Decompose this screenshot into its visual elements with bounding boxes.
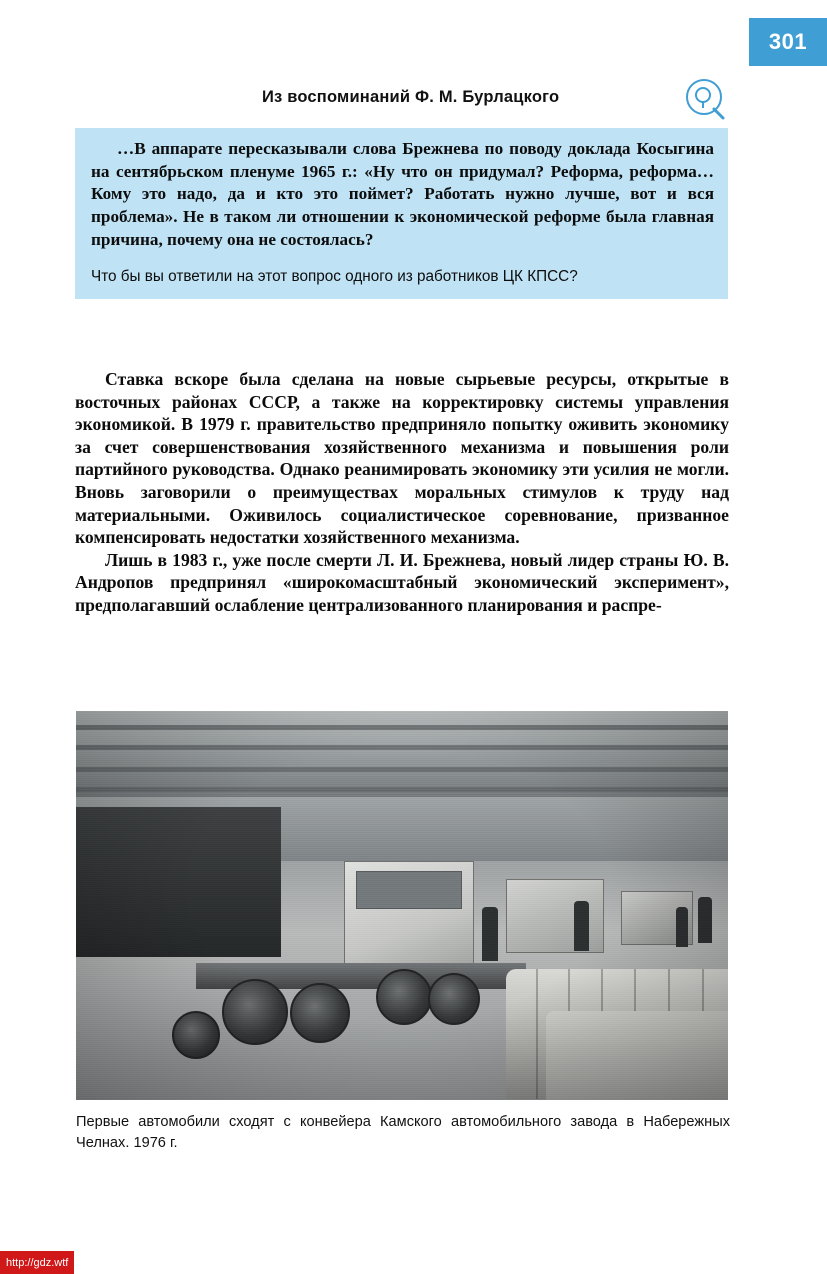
- photo-content: [76, 711, 728, 1100]
- source-heading: Из воспоминаний Ф. М. Бурлацкого: [262, 88, 560, 106]
- assembly-line-photo: [76, 711, 728, 1100]
- figure-caption: Первые автомобили сходят с конвейера Камского автомобильного завода в Набережных Челнах. 1976 г.: [76, 1114, 730, 1151]
- paragraph: Ставка вскоре была сделана на новые сырьевые ресурсы, открытые в восточных районах СССР, а также на корректировку системы управления экономикой. В 1979 г. правительство предприняло попытку оживить экономику за счет совершенствования хозяйственного механизма и повышения роли партийного руководства. Однако реанимировать экономику эти усилия не могли. Вновь заговорили о преимуществах моральных стимулов к труду над материальными. Оживилось социалистическое соревнование, призванное компенсировать недостатки хозяйственного механизма.: [75, 369, 729, 548]
- source-quote-box: [75, 128, 728, 299]
- quote-text: …В аппарате пересказывали слова Брежнева по поводу доклада Косыгина на сентябрьском пленуме 1965 г.: «Ну что он придумал? Реформа, реформа… Кому это надо, да и кто это поймет? Работать нужно лучше, вот и вся проблема». Не в таком ли отношении к экономической реформе была главная причина, почему она не состоялась?: [91, 139, 714, 249]
- page-number-tab: [749, 18, 827, 66]
- magnifier-icon: [684, 78, 728, 122]
- watermark-text: http://gdz.wtf: [6, 1257, 69, 1269]
- paragraph: Лишь в 1983 г., уже после смерти Л. И. Брежнева, новый лидер страны Ю. В. Андропов предпринял «широкомасштабный экономический эксперимент», предполагавший ослабление централизованного планирования и распре-: [75, 549, 729, 615]
- quote-question: Что бы вы ответили на этот вопрос одного из работников ЦК КПСС?: [91, 267, 578, 285]
- watermark: [0, 1251, 74, 1274]
- page-number: 301: [768, 29, 808, 54]
- body-text: [75, 368, 729, 617]
